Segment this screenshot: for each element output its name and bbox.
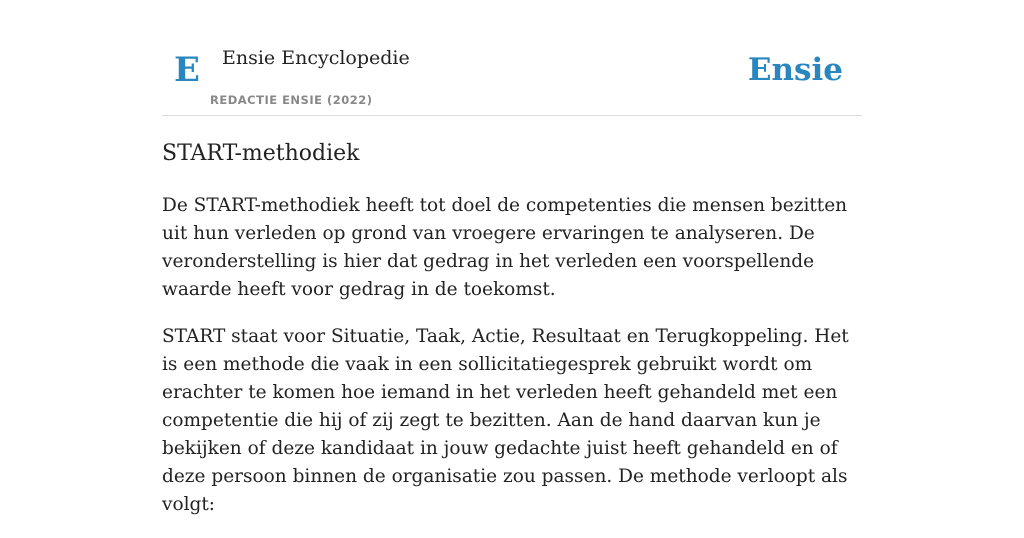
article-paragraph-1: De START-methodiek heeft tot doel de competenties die mensen bezitten uit hun verleden op grond van vroegere ervaringen te analyseren. De veronderstelling is hier dat gedrag in het verleden een voorspellende waarde heeft voor gedrag in de toekomst. bbox=[162, 195, 848, 300]
ensie-brand-logo[interactable]: Ensie bbox=[747, 52, 843, 88]
ensie-logo-icon: E bbox=[174, 50, 200, 90]
source-title[interactable]: Ensie Encyclopedie bbox=[222, 47, 410, 69]
article-paragraph-2: START staat voor Situatie, Taak, Actie, Resultaat en Terugkoppeling. Het is een methode die vaak in een sollicitatiegesprek gebruikt wordt om erachter te komen hoe iemand in het verleden heeft gehandeld met een competentie die hij of zij zegt te bezitten. Aan de hand daarvan kun je bekijken of deze kandidaat in jouw gedachte juist heeft gehandeld en of deze persoon binnen de organisatie zou passen. De methode verloopt als volgt: bbox=[162, 326, 849, 515]
source-header bbox=[162, 40, 862, 116]
article-title: START-methodiek bbox=[162, 141, 360, 166]
article-body bbox=[162, 192, 866, 538]
source-meta: REDACTIE ENSIE (2022) bbox=[210, 93, 373, 107]
